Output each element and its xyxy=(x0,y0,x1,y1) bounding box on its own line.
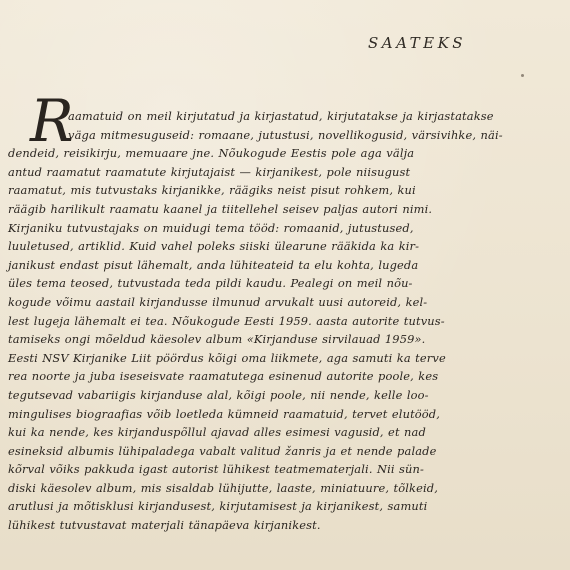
text-line: kõrval võiks pakkuda igast autorist lühikest teatmematerjali. Nii sün- xyxy=(8,462,425,477)
text-line: mingulises biograafias võib loetleda kümneid raamatuid, tervet elutööd, xyxy=(8,406,441,421)
text-line: antud raamatut raamatute kirjutajaist — kirjanikest, pole niisugust xyxy=(8,164,411,179)
page-heading: SAATEKS xyxy=(368,34,467,52)
text-line: esineksid albumis lühipaladega vabalt valitud žanris ja et nende palade xyxy=(8,443,437,458)
text-line: lühikest tutvustavat materjali tänapäeva kirjanikest. xyxy=(8,518,321,533)
text-line: räägib harilikult raamatu kaanel ja tiitellehel seisev paljas autori nimi. xyxy=(8,201,433,216)
body-paragraph xyxy=(8,107,556,535)
text-line: lest lugeja lähemalt ei tea. Nõukogude Eesti 1959. aasta autorite tutvus- xyxy=(8,313,445,328)
text-line: raamatut, mis tutvustaks kirjanikke, räägiks neist pisut rohkem, kui xyxy=(8,183,416,198)
text-line: rea noorte ja juba iseseisvate raamatutega esinenud autorite poole, kes xyxy=(8,369,439,384)
text-line: Kirjaniku tutvustajaks on muidugi tema tööd: romaanid, jutustused, xyxy=(8,220,414,235)
drop-cap-letter: R xyxy=(30,87,74,155)
text-line: Eesti NSV Kirjanike Liit pöördus kõigi oma liikmete, aga samuti ka terve xyxy=(8,350,446,365)
text-line: tamiseks ongi mõeldud käesolev album «Kirjanduse sirvilauad 1959». xyxy=(8,332,426,347)
text-line: väga mitmesuguseid: romaane, jutustusi, novellikogusid, värsivihke, näi- xyxy=(68,127,503,142)
text-line: dendeid, reisikirju, memuaare jne. Nõukogude Eestis pole aga välja xyxy=(8,146,415,161)
text-line: kogude võimu aastail kirjandusse ilmunud arvukalt uusi autoreid, kel- xyxy=(8,294,428,309)
text-line: diski käesolev album, mis sisaldab lühijutte, laaste, miniatuure, tõlkeid, xyxy=(8,480,438,495)
text-line: janikust endast pisut lähemalt, anda lühiteateid ta elu kohta, lugeda xyxy=(8,257,419,272)
text-line: luuletused, artiklid. Kuid vahel poleks siiski ülearune rääkida ka kir- xyxy=(8,239,420,254)
text-line: üles tema teosed, tutvustada teda pildi kaudu. Pealegi on meil nõu- xyxy=(8,276,413,291)
page-speck xyxy=(521,74,524,77)
text-line: kui ka nende, kes kirjanduspõllul ajavad alles esimesi vagusid, et nad xyxy=(8,425,426,440)
text-line: aamatuid on meil kirjutatud ja kirjastatud, kirjutatakse ja kirjastatakse xyxy=(68,109,494,123)
text-line: tegutsevad vabariigis kirjanduse alal, kõigi poole, nii nende, kelle loo- xyxy=(8,387,429,402)
text-line: arutlusi ja mõtisklusi kirjandusest, kirjutamisest ja kirjanikest, samuti xyxy=(8,499,428,514)
